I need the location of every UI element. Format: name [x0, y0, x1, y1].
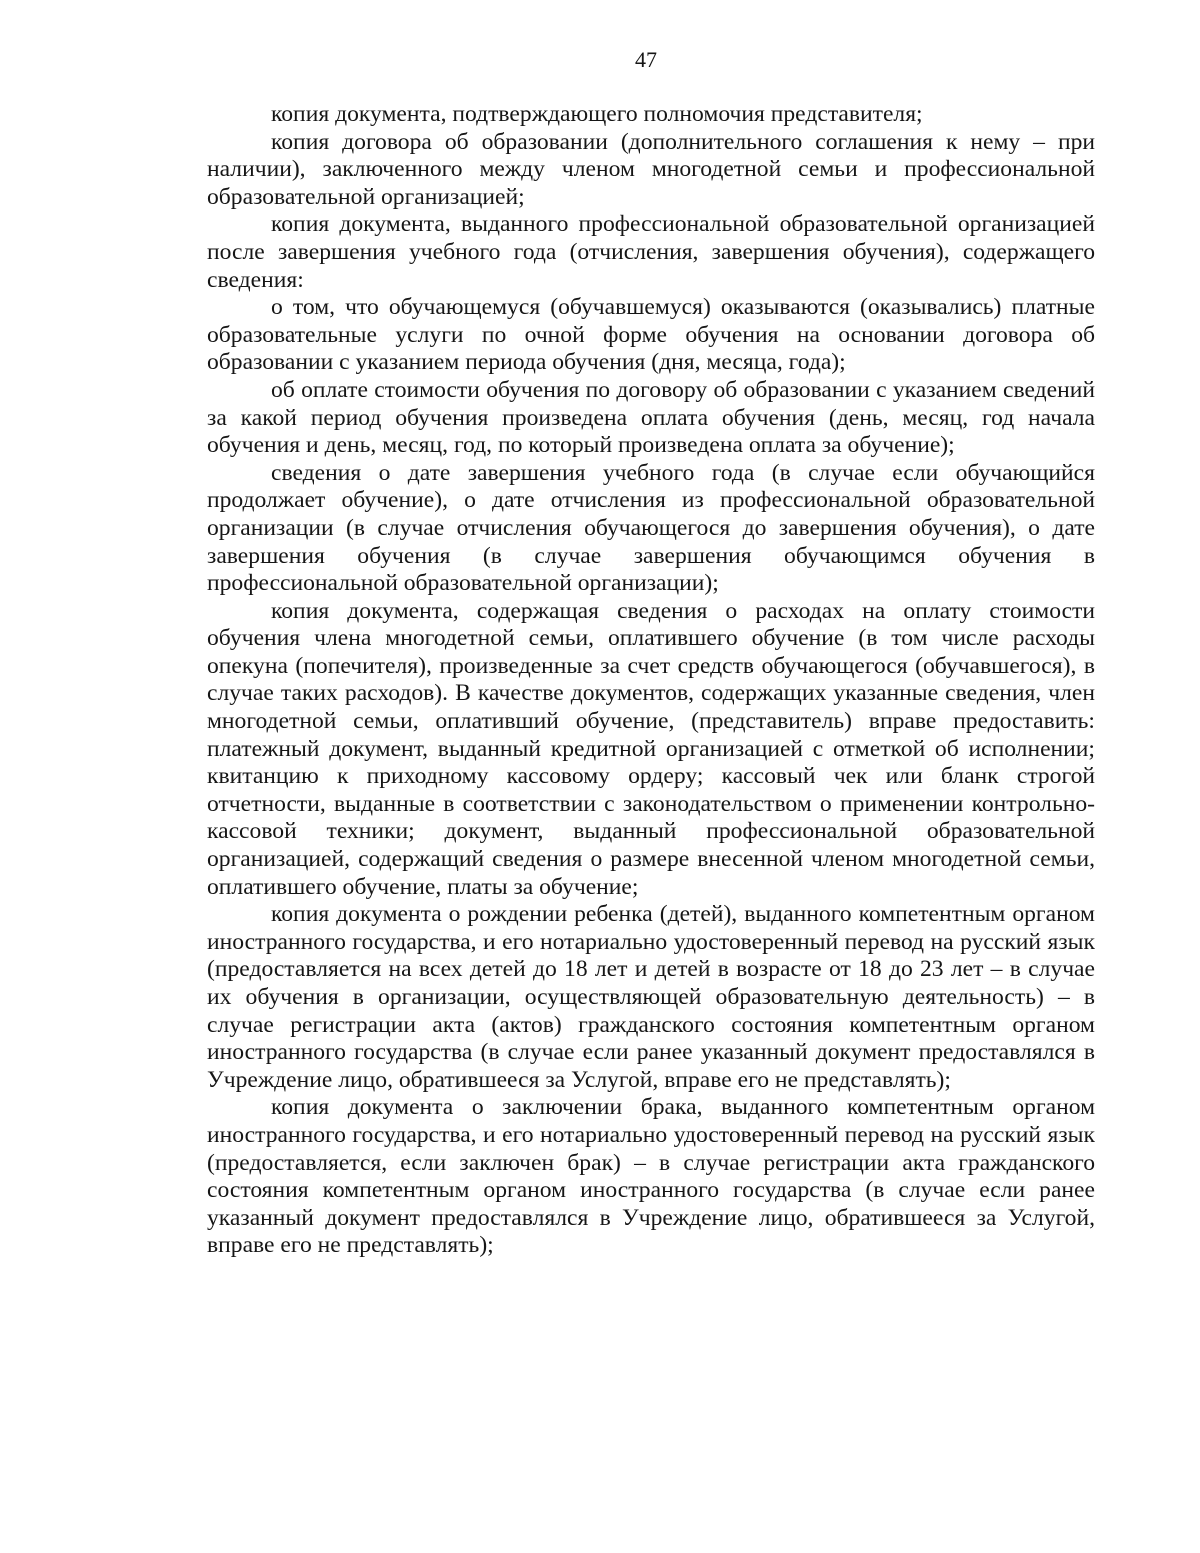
paragraph-marriage-certificate: копия документа о заключении брака, выданного компетентным органом иностранного государства, и его нотариально удостоверенный перевод на русский язык (предоставляется, если заключен брак) – в случае регистрации акта гражданского состояния компетентным органом иностранного государства (в случае если ранее указанный документ предоставлялся в Учреждение лицо, обратившееся за Услугой, вправе его не представлять); — [207, 1094, 1095, 1259]
paragraph-education-contract: копия договора об образовании (дополнительного соглашения к нему – при наличии), заключенного между членом многодетной семьи и профессиональной образовательной организацией; — [207, 128, 1095, 210]
paragraph-birth-certificate: копия документа о рождении ребенка (детей), выданного компетентным органом иностранного государства, и его нотариально удостоверенный перевод на русский язык (предоставляется на всех детей до 18 лет и детей в возрасте от 18 до 23 лет – в случае их обучения в организации, осуществляющей образовательную деятельность) – в случае регистрации акта (актов) гражданского состояния компетентным органом иностранного государства (в случае если ранее указанный документ предоставлялся в Учреждение лицо, обратившееся за Услугой, вправе его не представлять); — [207, 901, 1095, 1093]
paragraph-expense-documents: копия документа, содержащая сведения о расходах на оплату стоимости обучения члена многодетной семьи, оплатившего обучение (в том числе расходы опекуна (попечителя), произведенные за счет средств обучающегося (обучавшегося), в случае таких расходов). В качестве документов, содержащих указанные сведения, член многодетной семьи, оплативший обучение, (представитель) вправе предоставить: платежный документ, выданный кредитной организацией с отметкой об исполнении; квитанцию к приходному кассовому ордеру; кассовый чек или бланк строгой отчетности, выданные в соответствии с законодательством о применении контрольно-кассовой техники; документ, выданный профессиональной образовательной организацией, содержащий сведения о размере внесенной членом многодетной семьи, оплатившего обучение, платы за обучение; — [207, 597, 1095, 900]
paragraph-tuition-payment: об оплате стоимости обучения по договору об образовании с указанием сведений за какой период обучения произведена оплата обучения (день, месяц, год начала обучения и день, месяц, год, по который произведена оплата за обучение); — [207, 376, 1095, 459]
paragraph-paid-services: о том, что обучающемуся (обучавшемуся) оказываются (оказывались) платные образовательные услуги по очной форме обучения на основании договора об образовании с указанием периода обучения (дня, месяца, года); — [207, 294, 1095, 376]
paragraph-completion-dates: сведения о дате завершения учебного года (в случае если обучающийся продолжает обучение), о дате отчисления из профессиональной образовательной организации (в случае отчисления обучающегося до завершения обучения), о дате завершения обучения (в случае завершения обучающимся обучения в профессиональной образовательной организации); — [207, 459, 1095, 597]
page-number: 47 — [635, 47, 657, 72]
paragraph-representative-authority: копия документа, подтверждающего полномочия представителя; — [271, 101, 923, 127]
document-body — [207, 101, 1095, 1260]
paragraph-institution-document: копия документа, выданного профессиональной образовательной организацией после завершения учебного года (отчисления, завершения обучения), содержащего сведения: — [207, 211, 1095, 293]
